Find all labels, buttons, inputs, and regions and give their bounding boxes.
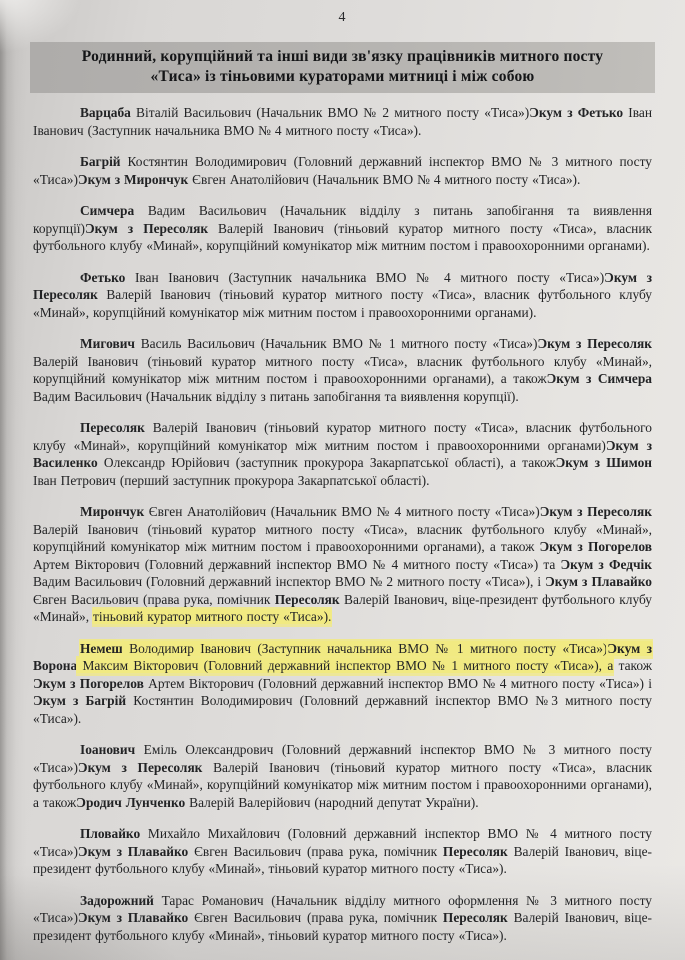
bold-text-run: Ɔкум з Василенко xyxy=(33,437,652,470)
paragraph xyxy=(33,269,652,322)
highlighted-text-run: Немеш xyxy=(80,640,123,656)
bold-text-run: Ɔкум з Мирончук xyxy=(77,171,189,187)
text-run: Іван Іванович (Заступник начальника ВМО № 4 митного посту «Тиса»). xyxy=(33,105,652,138)
highlighted-text-run: Максим Вікторович (Головний державний інспектор ВМО № 1 митного посту «Тиса»), а xyxy=(77,658,614,673)
text-run: Іван Іванович (Заступник начальника ВМО № 4 митного посту «Тиса») xyxy=(125,269,605,285)
bold-text-run: Ɔкум з Шимон xyxy=(555,455,652,470)
document-title xyxy=(30,42,655,93)
bold-text-run: Ворона xyxy=(33,658,78,673)
highlighted-text-run: Ɔкум з xyxy=(607,640,652,656)
text-run: Євген Анатолійович (Начальник ВМО № 4 митного посту «Тиса»). xyxy=(188,171,581,187)
text-run: Валерій Іванович (тіньовий куратор митного посту «Тиса», власник футбольного клубу «Минай», корупційний комунікатор між митним постом і правоохоронними органами), а також xyxy=(33,353,652,386)
text-run: Олександр Юрійович (заступник прокурора Закарпатської області), а також xyxy=(97,455,556,470)
bold-text-run: Ɔкум з Пересоляк xyxy=(539,504,652,519)
paragraph xyxy=(33,825,652,878)
bold-text-run: Пересоляк xyxy=(274,591,340,607)
text-run: Іван Петрович (перший заступник прокурора Закарпатської області). xyxy=(33,472,430,488)
bold-text-run: Ɔкум з Плавайко xyxy=(545,574,652,589)
text-run: Тарас Романович (Начальник відділу митного оформлення № 3 митного посту «Тиса») xyxy=(33,892,652,925)
bold-text-run: Пересоляк xyxy=(442,843,508,859)
bold-text-run: Ɔродич Лунченко xyxy=(76,794,186,810)
paragraph xyxy=(33,503,652,626)
bold-text-run: Ɔкум з Пересоляк xyxy=(33,269,652,302)
bold-text-run: Ɔкум з Федчік xyxy=(560,556,652,572)
document-title-line-1: Родинний, корупційний та інші види зв'язку працівників митного посту xyxy=(81,48,604,65)
text-run: Валерій Іванович (тіньовий куратор митного посту «Тиса», власник футбольного клубу «Минай», корупційний комунікатор між митним постом і правоохоронними органами). xyxy=(33,287,652,320)
text-run: Костянтин Володимирович (Головний державний інспектор ВМО №3 митного посту «Тиса»). xyxy=(33,693,652,726)
highlighted-text-run: Володимир Іванович (Заступник начальника ВМО № 1 митного посту «Тиса») xyxy=(122,640,608,656)
text-run: Вадим Васильович (Начальник відділу з питань запобігання та виявлення корупції). xyxy=(33,388,519,404)
text-run: Євген Васильович (права рука, помічник xyxy=(33,591,275,607)
bold-text-run: Ɔкум з Пересоляк xyxy=(77,759,203,775)
text-run: Костянтин Володимирович (Головний державний інспектор ВМО № 3 митного посту «Тиса») xyxy=(33,154,652,187)
text-run: Артем Вікторович (Головний державний інспектор ВМО № 4 митного посту «Тиса») та xyxy=(33,556,561,572)
bold-text-run: Ɔкум з Фетько xyxy=(529,105,624,120)
text-run: Євген Анатолійович (Начальник ВМО № 4 митного посту «Тиса») xyxy=(144,504,540,519)
paragraph xyxy=(33,153,652,188)
bold-text-run: Задорожний xyxy=(80,892,154,908)
text-run: Валерій Валерійович (народний депутат України). xyxy=(185,794,479,810)
bold-text-run: Іоанович xyxy=(80,742,136,757)
text-run: Віталій Васильович (Начальник ВМО № 2 митного посту «Тиса») xyxy=(130,105,530,120)
bold-text-run: Ɔкум з Пересоляк xyxy=(537,336,652,351)
bold-text-run: Ɔкум з Пересоляк xyxy=(84,220,209,236)
bold-text-run: Варцаба xyxy=(80,105,131,120)
text-run: Валерій Іванович, віце-президент футбольного клубу «Минай», xyxy=(33,591,652,624)
text-run: Вадим Васильович (Начальник відділу з питань запобігання та виявлення корупції) xyxy=(33,203,652,236)
text-run: Вадим Васильович (Головний державний інспектор ВМО № 2 митного посту «Тиса»), і xyxy=(33,574,546,589)
paragraph xyxy=(33,104,652,139)
paragraph xyxy=(33,741,652,811)
paragraph xyxy=(33,335,652,405)
paragraph xyxy=(33,640,652,728)
text-run: Артем Вікторович (Головний державний інспектор ВМО № 4 митного посту «Тиса») і xyxy=(143,675,652,691)
text-run: Василь Васильович (Начальник ВМО № 1 митного посту «Тиса») xyxy=(134,336,538,351)
bold-text-run: Пересоляк xyxy=(80,420,145,435)
text-run: Валерій Іванович (тіньовий куратор митного посту «Тиса», власник футбольного клубу «Минай», корупційний комунікатор між митним постом і правоохоронними органами). xyxy=(33,220,652,253)
document-body xyxy=(33,104,652,944)
text-run: також xyxy=(613,658,652,673)
bold-text-run: Мигович xyxy=(80,336,135,351)
text-run: Валерій Іванович, віце-президент футбольного клубу «Минай», тіньовий куратор митного посту «Тиса»). xyxy=(33,843,652,876)
bold-text-run: Симчера xyxy=(80,203,135,218)
text-run: Михайло Михайлович (Головний державний інспектор ВМО № 4 митного посту «Тиса») xyxy=(33,826,652,859)
text-run: Євген Васильович (права рука, помічник xyxy=(188,843,443,859)
bold-text-run: Багрій xyxy=(80,154,121,169)
text-run: Еміль Олександрович (Головний державний інспектор ВМО № 3 митного посту «Тиса») xyxy=(33,742,652,775)
document-title-line-2: «Тиса» із тіньовими кураторами митниці і між собою xyxy=(150,68,535,85)
highlighted-text-run: тіньовий куратор митного посту «Тиса»). xyxy=(93,609,332,624)
text-run: Валерій Іванович (тіньовий куратор митного посту «Тиса», власник футбольного клубу «Минай», корупційний комунікатор між митним постом і правоохоронними органами), а також xyxy=(33,521,652,554)
text-run: Валерій Іванович (тіньовий куратор митного посту «Тиса», власник футбольного клубу «Минай», корупційний комунікатор між митним постом і правоохоронними органами) xyxy=(33,420,652,453)
paragraph xyxy=(33,892,652,945)
bold-text-run: Ɔкум з Симчера xyxy=(546,371,652,386)
bold-text-run: Пловайко xyxy=(80,826,141,841)
bold-text-run: Ɔкум з Плавайко xyxy=(77,843,189,859)
text-run: Євген Васильович (права рука, помічник xyxy=(188,910,443,925)
bold-text-run: Ɔкум з Погорелов xyxy=(539,539,652,554)
bold-text-run: Мирончук xyxy=(80,504,145,519)
bold-text-run: Ɔкум з Погорелов xyxy=(33,675,144,691)
page-number: 4 xyxy=(338,10,347,25)
bold-text-run: Пересоляк xyxy=(442,910,508,925)
text-run: Валерій Іванович (тіньовий куратор митного посту «Тиса», власник футбольного клубу «Минай», корупційний комунікатор між митним постом і правоохоронними органами), а також xyxy=(33,759,652,810)
bold-text-run: Ɔкум з Багрій xyxy=(33,693,127,708)
bold-text-run: Фетько xyxy=(80,269,126,285)
paragraph xyxy=(33,419,652,489)
bold-text-run: Ɔкум з Плавайко xyxy=(77,910,189,925)
text-run: Валерій Іванович, віце-президент футбольного клубу «Минай», тіньовий куратор митного посту «Тиса»). xyxy=(33,910,652,943)
paragraph xyxy=(33,202,652,255)
